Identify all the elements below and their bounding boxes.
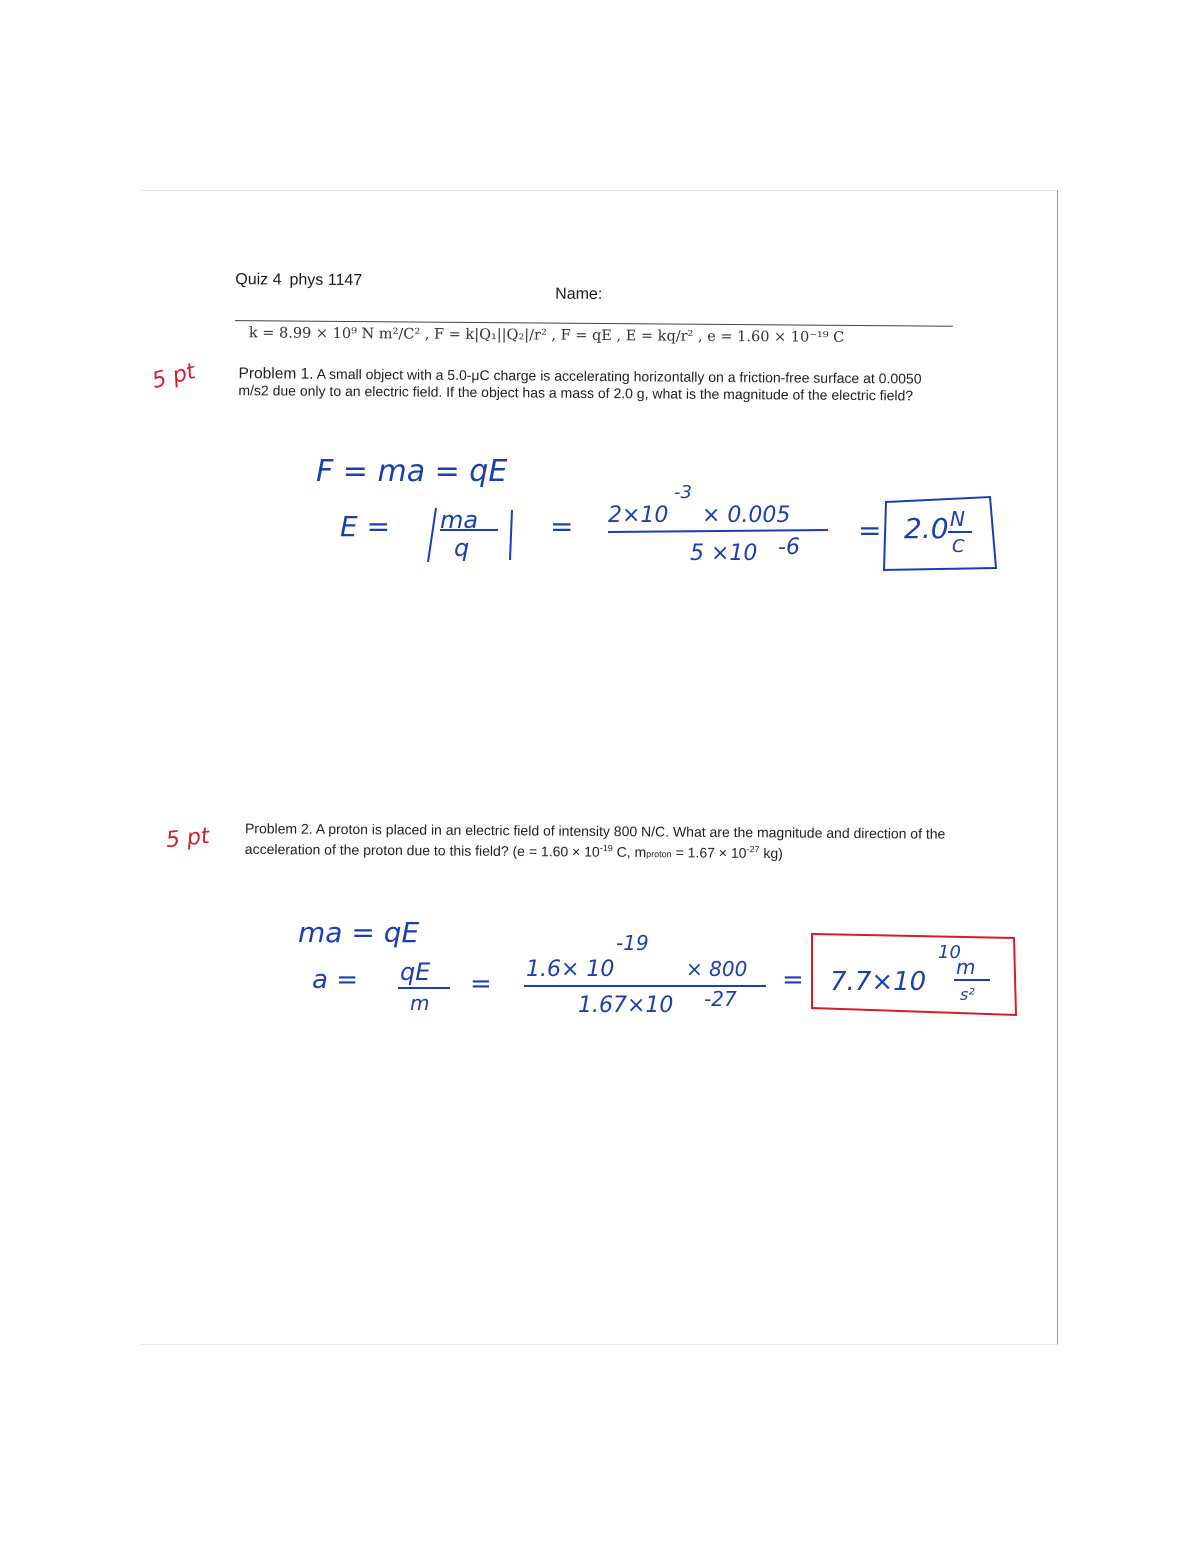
p2-frac-num: 1.6× 10 xyxy=(526,957,615,982)
p2-qe-num: qE xyxy=(400,958,431,986)
p1-eq-3: = xyxy=(858,514,882,547)
name-label: Name: xyxy=(555,285,603,304)
p2-frac-den: 1.67×10 xyxy=(578,993,674,1018)
p1-abs-num: ma xyxy=(440,506,479,534)
p1-frac-den: 5 ×10 xyxy=(690,541,758,566)
p1-answer-unit-num: N xyxy=(950,507,965,531)
p1-work-line1: F = ma = qE xyxy=(316,454,508,489)
problem-1-body: A small object with a 5.0-μC charge is accelerating horizontally on a friction-free surface at 0.0050 m/s2 due only to an electric field. If the object has a mass of 2.0 g, what is the magnitude of the electric field? xyxy=(238,365,922,404)
p1-frac-num-rest: × 0.005 xyxy=(702,503,791,528)
p1-frac-num-exp: -3 xyxy=(674,482,692,503)
p2-frac-den-exp: -27 xyxy=(704,987,737,1011)
p2-answer-exp: 10 xyxy=(938,942,961,963)
p2-eq-2: = xyxy=(470,969,492,999)
problem-2-body-c: = 1.67 × 10 xyxy=(671,844,747,861)
p1-work-e-eq: E = xyxy=(340,510,391,543)
problem-1-label: Problem 1. xyxy=(238,365,314,383)
problem-2-exp2: -27 xyxy=(746,844,760,855)
problem-2-body-d: kg) xyxy=(759,844,783,862)
p2-work-a-eq: a = xyxy=(312,965,358,995)
p2-answer-value: 7.7×10 xyxy=(830,967,927,997)
p1-eq-2: = xyxy=(550,510,574,543)
p2-answer-unit-den: s² xyxy=(960,985,975,1004)
problem-2-body-a: A proton is placed in an electric field of intensity 800 N/C. What are the magnitude and direction of the acceleration of the proton due to this field? (e = 1.60 × 10 xyxy=(244,820,946,860)
quiz-number: Quiz 4 xyxy=(235,271,282,289)
formula-line: k = 8.99 × 10⁹ N m²/C² , F = k|Q₁||Q₂|/r² , F = qE , E = kq/r² , e = 1.60 × 10⁻¹⁹ C xyxy=(248,325,845,346)
p1-abs-den: q xyxy=(454,534,470,562)
problem-2-score-mark: 5 pt xyxy=(164,823,211,854)
p2-frac-num-exp: -19 xyxy=(616,931,649,955)
p1-frac-num: 2×10 xyxy=(608,503,669,528)
problem-2-exp1: -19 xyxy=(599,843,613,854)
p2-work-line1: ma = qE xyxy=(298,916,420,949)
problem-2-label: Problem 2. xyxy=(244,820,313,837)
p2-qe-den: m xyxy=(410,991,430,1015)
p2-answer-unit-num: m xyxy=(956,955,976,979)
p1-answer-unit-den: C xyxy=(952,536,965,557)
problem-2-body-b: C, m xyxy=(612,843,647,861)
p1-answer-value: 2.0 xyxy=(904,512,949,545)
problem-2-subscript: proton xyxy=(646,849,672,860)
p2-frac-num-rest: × 800 xyxy=(686,957,748,981)
p2-eq-3: = xyxy=(782,965,804,995)
problem-1-score-mark: 5 pt xyxy=(149,359,198,394)
course-code: phys 1147 xyxy=(289,271,363,290)
p1-frac-den-exp: -6 xyxy=(778,535,800,560)
